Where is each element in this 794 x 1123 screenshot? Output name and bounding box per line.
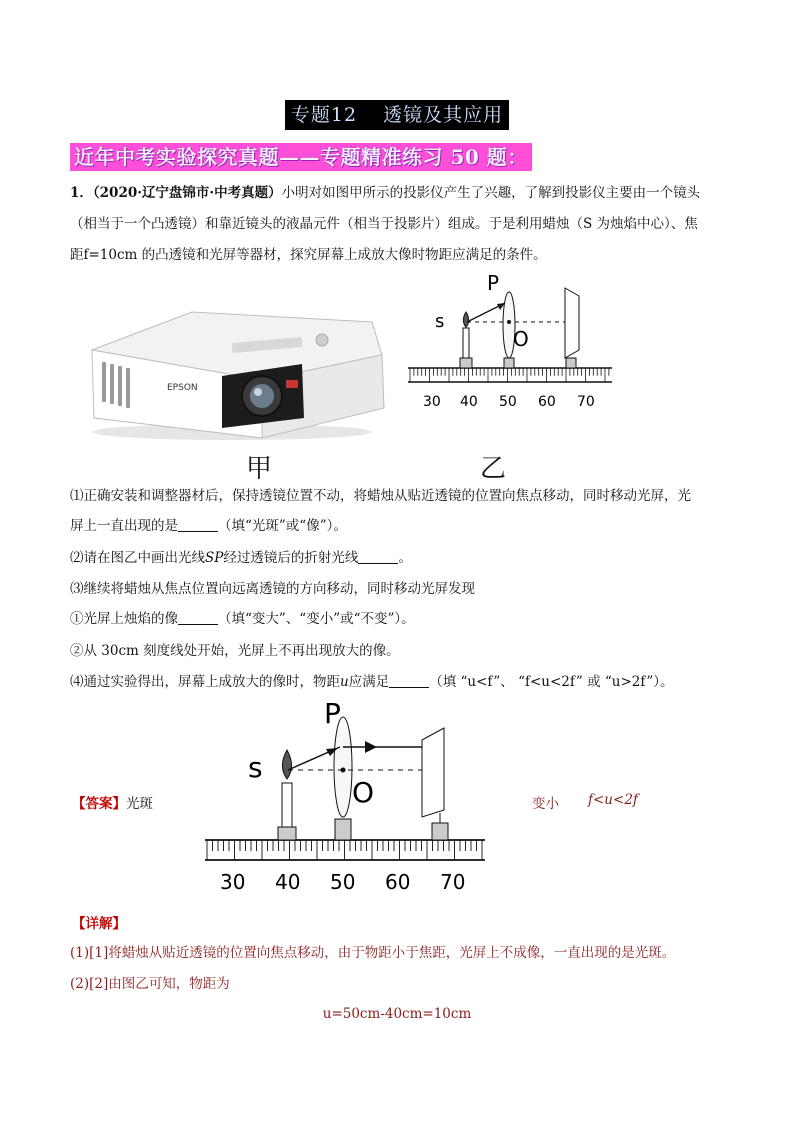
answer-blank-1[interactable] [178, 517, 218, 532]
answer-3: 变小 [532, 796, 559, 812]
light-screen [565, 288, 579, 358]
projector-brand: EPSON [167, 383, 198, 393]
answer-blank-3[interactable] [178, 610, 218, 625]
part-3-line: ⑶继续将蜡烛从焦点位置向远离透镜的方向移动，同时移动光屏发现 [70, 581, 475, 597]
question-source: （2020·辽宁盘锦市·中考真题） [92, 185, 282, 201]
title-box [285, 100, 509, 130]
detail-label: 【详解】 [72, 916, 126, 932]
answer-candle-flame [283, 750, 292, 779]
part-1-line-2: 屏上一直出现的是 （填“光斑”或“像”）。 [70, 518, 347, 534]
optical-bench-figure-b [405, 270, 615, 415]
answer-label-o: O [352, 776, 375, 809]
part-3-sub-2: ②从 30cm 刻度线处开始，光屏上不再出现放大的像。 [70, 643, 400, 659]
answer-1: 光斑 [126, 796, 153, 812]
title-topic-number: 专题12 [290, 104, 358, 126]
answer-label: 【答案】 [72, 796, 126, 812]
label-s: s [435, 311, 445, 332]
tick-label-40: 40 [460, 394, 478, 410]
page-title [0, 100, 794, 130]
question-number: 1． [70, 185, 93, 201]
tick-label-60: 60 [538, 394, 556, 410]
part-3-sub-1: ①光屏上烛焰的像 （填“变大”、“变小”或“不变”）。 [70, 611, 415, 627]
projector-figure [72, 300, 392, 445]
answer-4: f<u<2f [588, 792, 638, 808]
detail-line-1: (1)[1]将蜡烛从贴近透镜的位置向焦点移动，由于物距小于焦距，光屏上不成像，一直出现的是光斑。 [70, 945, 676, 961]
section-banner: 近年中考实验探究真题——专题精准练习 50 题： [70, 143, 532, 171]
answer-tick-label-60: 60 [385, 870, 411, 894]
answer-convex-lens [334, 717, 352, 817]
part-2-line: ⑵请在图乙中画出光线SP经过透镜后的折射光线 。 [70, 550, 412, 566]
answer-tick-label-40: 40 [275, 870, 301, 894]
tick-label-70: 70 [577, 394, 595, 410]
answer-blank-2[interactable] [358, 549, 398, 564]
detail-line-2: (2)[2]由图乙可知，物距为 [70, 976, 230, 992]
part-1-line-1: ⑴正确安装和调整器材后，保持透镜位置不动，将蜡烛从贴近透镜的位置向焦点移动，同时移动光屏，光 [70, 488, 691, 504]
answer-tick-label-50: 50 [330, 870, 356, 894]
optical-bench-answer-figure [200, 695, 490, 900]
tick-label-30: 30 [423, 394, 441, 410]
figure-label-yi: 乙 [480, 454, 507, 484]
candle-flame [463, 312, 468, 327]
figure-label-jia: 甲 [246, 454, 273, 484]
answer-label-p: P [324, 697, 341, 730]
answer-label-s: s [248, 751, 263, 784]
answer-row [72, 792, 153, 812]
part-4-line: ⑷通过实验得出，屏幕上成放大的像时，物距u应满足 （填 “u<f”、 “f<u<2f” 或 “u>2f”）。 [70, 674, 674, 690]
tick-label-50: 50 [499, 394, 517, 410]
label-p: P [487, 271, 500, 295]
detail-equation: u=50cm-40cm=10cm [322, 1006, 472, 1022]
label-o: O [513, 327, 529, 351]
answer-tick-label-70: 70 [440, 870, 466, 894]
answer-light-screen [422, 728, 444, 817]
answer-tick-label-30: 30 [220, 870, 246, 894]
title-topic-name: 透镜及其应用 [383, 104, 504, 126]
question-line-1: 1．（2020·辽宁盘锦市·中考真题）小明对如图甲所示的投影仪产生了兴趣，了解到投影仪主要由一个镜头 [70, 185, 701, 201]
question-line-2: （相当于一个凸透镜）和靠近镜头的液晶元件（相当于投影片）组成。于是利用蜡烛（S 为烛焰中心）、焦 [70, 216, 698, 232]
question-line-3: 距f=10cm 的凸透镜和光屏等器材，探究屏幕上成放大像时物距应满足的条件。 [70, 247, 547, 263]
answer-blank-4[interactable] [389, 673, 429, 688]
